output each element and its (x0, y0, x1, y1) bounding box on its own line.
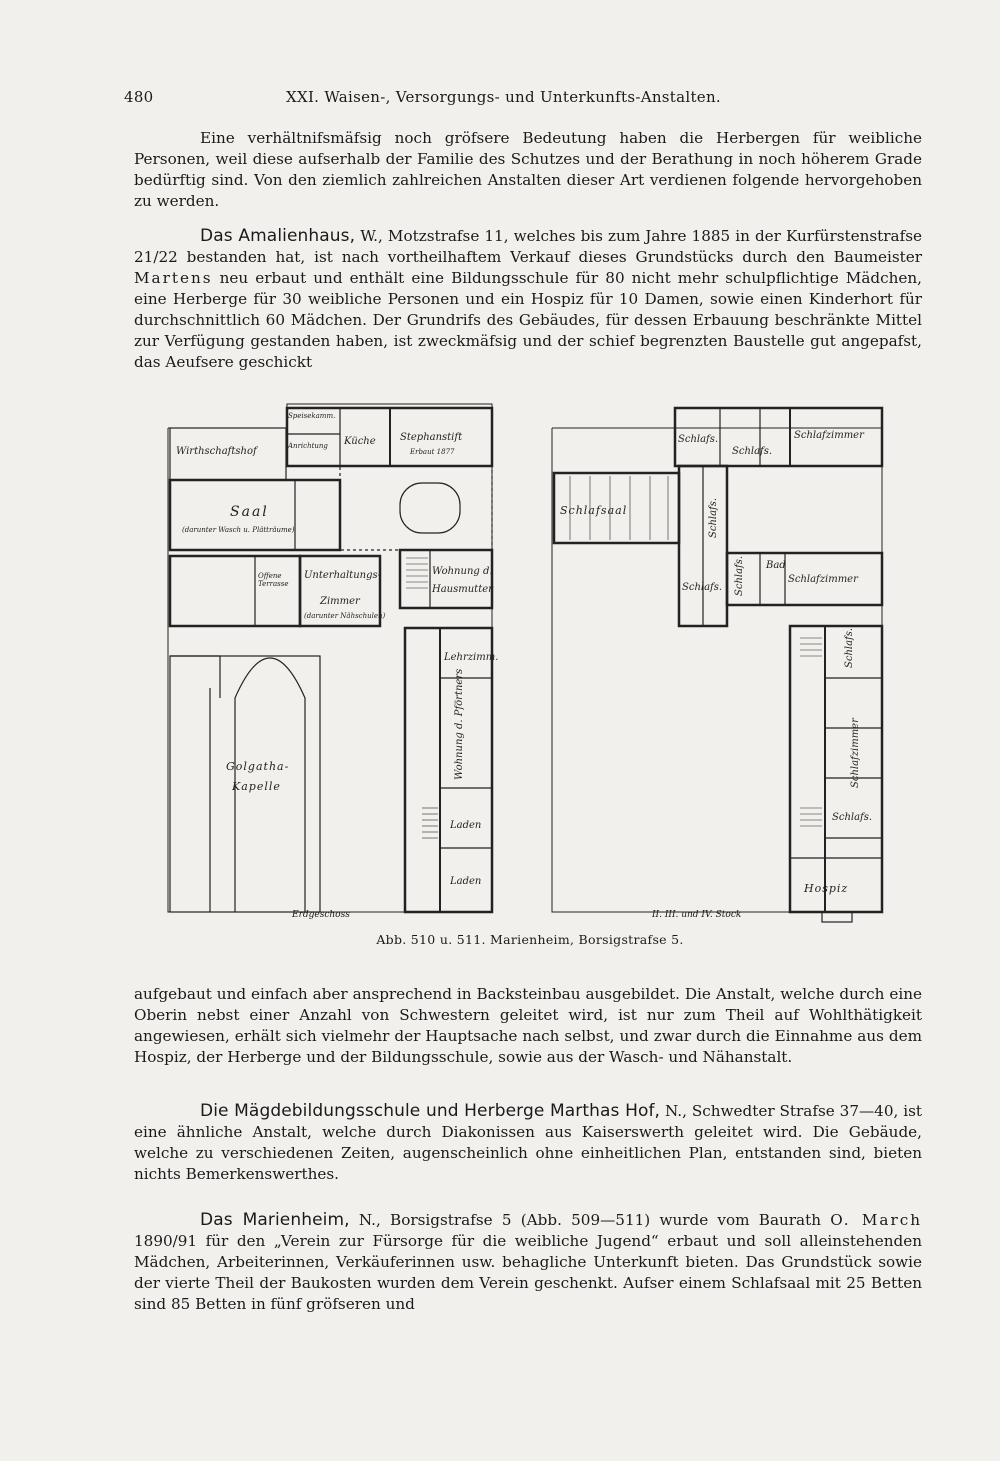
paragraph-amalienhaus (134, 226, 922, 373)
paragraph-text: N., Borsigstrafse 5 (Abb. 509—511) wurde vom Baurath (349, 1211, 831, 1229)
label-schlafzimmer-top: Schlafzimmer (794, 430, 864, 441)
architect-name: Martens (134, 269, 213, 287)
label-hospiz: Hospiz (804, 882, 849, 895)
label-golgatha: Golgatha- (226, 760, 290, 773)
paragraph-text: neu erbaut und enthält eine Bildungsschule für 80 nicht mehr schulpflichtige Mädchen, eine Herberge für 30 weibliche Personen und ein Hospiz für 10 Damen, sowie einen Kinderhort für durchschnittlich 60 Mädchen. Der Grundrifs des Gebäudes, für dessen Erbauung beschränkte Mittel zur Verfügung gestanden haben, ist zweckmäfsig und der schief begrenzten Baustelle gut angepafst, das Aeufsere geschickt (134, 269, 922, 371)
floor-plan-figure (160, 398, 900, 958)
label-schlafs-2: Schlafs. (732, 446, 773, 457)
paragraph-herbergen (134, 128, 922, 212)
label-schlafs-4: Schlafs. (734, 555, 745, 596)
label-schlafs-1: Schlafs. (678, 434, 719, 445)
paragraph-text: N., Schwedter Strafse 37—40, ist eine ähnliche Anstalt, welche durch Diakonissen aus Kaiserswerth geleitet wird. Die Gebäude, welche zu verschiedenen Zeiten, augenscheinlich ohne einheitlichen Plan, entstanden sind, bieten nichts Bemerkenswerthes. (134, 1102, 922, 1183)
page-number: 480 (124, 88, 154, 106)
label-laden-1: Laden (450, 820, 482, 831)
paragraph-lead: Das Marienheim, (200, 1210, 350, 1230)
label-wohnung: Wohnung d. (432, 566, 493, 577)
upper-floor-plan (552, 408, 882, 922)
label-unterhaltungs: Unterhaltungs- (304, 570, 381, 581)
plan-title-upper-floors: II. III. und IV. Stock (652, 910, 742, 920)
label-bad: Bad (766, 560, 786, 571)
label-wirthschaftshof: Wirthschaftshof (176, 446, 257, 457)
paragraph-marthas-hof (134, 1101, 922, 1185)
label-zimmer-sub: (darunter Nähschulen) (304, 612, 386, 620)
label-lehrzimmer: Lehrzimm. (444, 652, 499, 663)
paragraph-text: aufgebaut und einfach aber ansprechend in Backsteinbau ausgebildet. Die Anstalt, welche durch eine Oberin nebst einer Anzahl von Schwestern geleitet wird, ist nur zum Theil auf Wohlthätigkeit angewiesen, erhält sich vielmehr der Hauptsache nach selbst, und zwar durch die Einnahme aus dem Hospiz, der Herberge und der Bildungsschule, sowie aus der Wasch- und Nähanstalt. (134, 985, 922, 1066)
paragraph-marienheim (134, 1210, 922, 1315)
label-kueche: Küche (344, 436, 376, 447)
label-zimmer: Zimmer (320, 596, 360, 607)
label-wohnung-pfoertner: Wohnung d. Pförtners (454, 668, 465, 780)
plan-title-ground-floor: Erdgeschoss (292, 910, 350, 920)
label-erbaut: Erbaut 1877 (410, 448, 455, 456)
running-head: XXI. Waisen-, Versorgungs- und Unterkunfts-Anstalten. (286, 88, 721, 106)
label-kapelle: Kapelle (232, 780, 281, 793)
paragraph-lead: Die Mägdebildungsschule und Herberge Marthas Hof, (200, 1101, 661, 1121)
label-stiftung: Stephanstift (400, 432, 463, 443)
label-schlafs-right: Schlafs. (844, 627, 855, 668)
architect-name: O. March (830, 1211, 922, 1229)
page-header (124, 88, 724, 112)
paragraph-text: W., Motzstrafse 11, welches bis zum Jahre 1885 in der Kurfürstenstrafse 21/22 bestanden hat, ist nach vortheilhaftem Verkauf dieses Grundstücks durch den Baumeister (134, 227, 923, 266)
floor-plans-drawing (160, 398, 900, 928)
label-laden-2: Laden (450, 876, 482, 887)
label-schlafs-5: Schlafs. (832, 812, 873, 823)
label-speisekamm: Speisekamm. (288, 412, 336, 420)
label-saal: Saal (230, 504, 269, 520)
label-hausmutter: Hausmutter (432, 584, 493, 595)
label-schlafzimmer-vertical: Schlafzimmer (850, 718, 861, 788)
paragraph-lead: Das Amalienhaus, (200, 226, 356, 246)
label-anrichtung: Anrichtung (288, 442, 328, 450)
paragraph-text: 1890/91 für den „Verein zur Fürsorge für die weibliche Jugend“ erbaut und soll alleinstehenden Mädchen, Arbeiterinnen, Verkäuferinnen usw. behagliche Unterkunft bieten. Das Grundstück sowie der vierte Theil der Baukosten wurden dem Verein geschenkt. Aufser einem Schlafsaal mit 25 Betten sind 85 Betten in fünf gröfseren und (134, 1232, 922, 1313)
label-schlafs-vertical: Schlafs. (708, 497, 719, 538)
label-schlafsaal: Schlafsaal (560, 504, 628, 517)
label-saal-sub: (darunter Wasch u. Plätträume) (182, 526, 295, 534)
label-offene-terrasse: Offene Terrasse (258, 572, 289, 588)
paragraph-anstalt (134, 984, 922, 1068)
figure-caption: Abb. 510 u. 511. Marienheim, Borsigstrafse 5. (376, 932, 684, 947)
label-schlafzimmer-mid: Schlafzimmer (788, 574, 858, 585)
paragraph-text: Eine verhältnifsmäfsig noch gröfsere Bedeutung haben die Herbergen für weibliche Personen, weil diese aufserhalb der Familie des Schutzes und der Berathung in noch höherem Grade bedürftig sind. Von den ziemlich zahlreichen Anstalten dieser Art verdienen folgende hervorgehoben zu werden. (134, 129, 922, 210)
label-schlafs-3: Schlafs. (682, 582, 723, 593)
